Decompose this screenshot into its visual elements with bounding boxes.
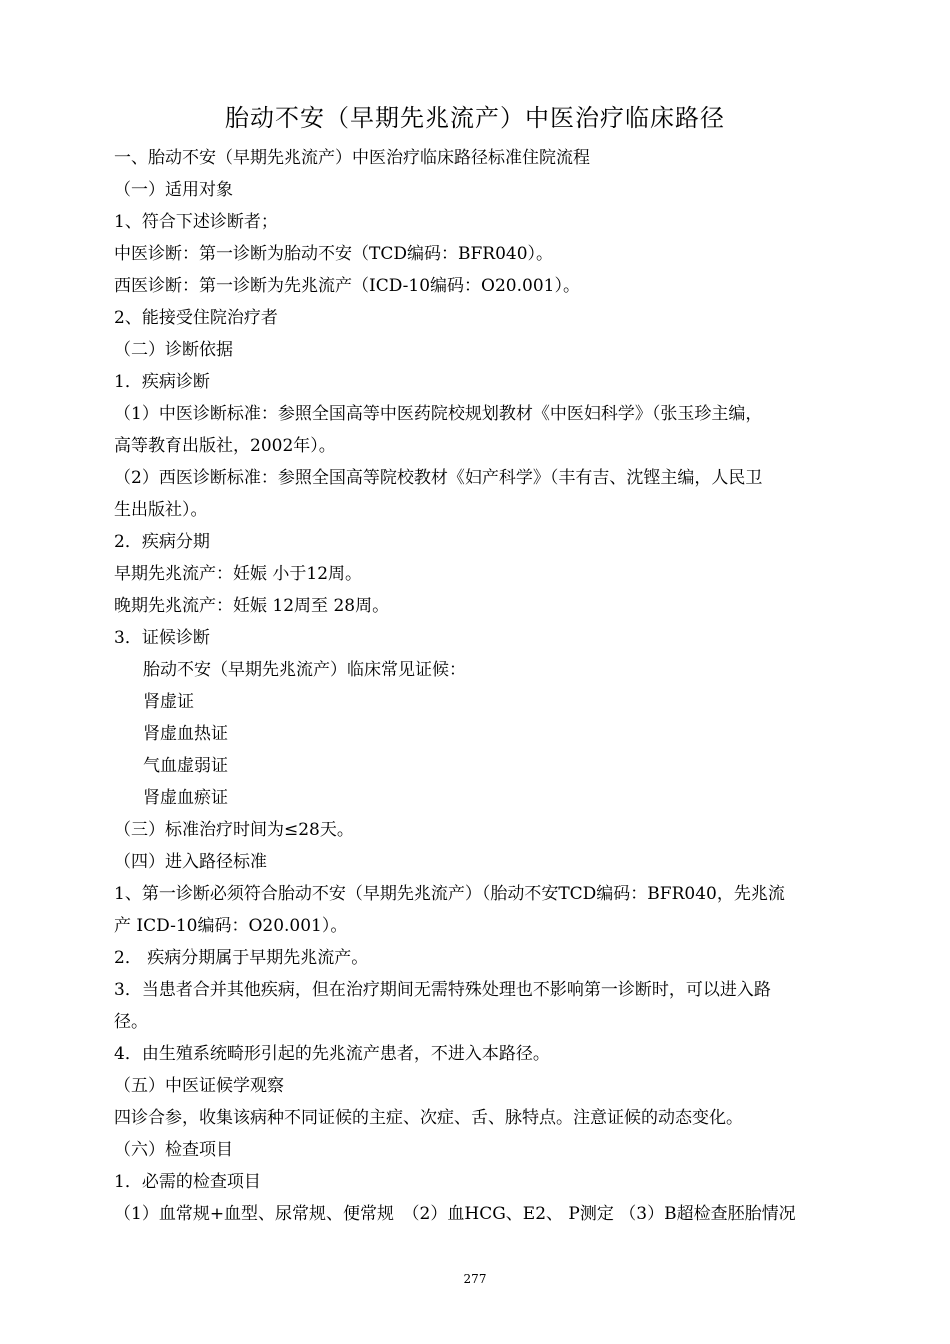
paragraph-line: 高等教育出版社，2002年）。 — [114, 436, 336, 456]
paragraph-line: 径。 — [114, 1012, 148, 1032]
paragraph-line: 2、能接受住院治疗者 — [114, 308, 278, 328]
paragraph-line: 早期先兆流产：妊娠 小于12周。 — [114, 564, 363, 584]
subsection-heading: （一）适用对象 — [114, 180, 233, 200]
paragraph-line: 2．疾病分期 — [114, 532, 210, 552]
paragraph-line: 晚期先兆流产：妊娠 12周至 28周。 — [114, 596, 390, 616]
paragraph-line: （1）中医诊断标准：参照全国高等中医药院校规划教材《中医妇科学》（张玉珍主编， — [114, 404, 763, 424]
paragraph-line: 四诊合参，收集该病种不同证候的主症、次症、舌、脉特点。注意证候的动态变化。 — [114, 1108, 743, 1128]
paragraph-line: 1．疾病诊断 — [114, 372, 210, 392]
syndrome-item: 气血虚弱证 — [143, 756, 228, 776]
syndrome-item: 肾虚血热证 — [143, 724, 228, 744]
paragraph-line: 2． 疾病分期属于早期先兆流产。 — [114, 948, 369, 968]
subsection-heading: （四）进入路径标准 — [114, 852, 267, 872]
paragraph-line: 产 ICD-10编码：O20.001）。 — [114, 916, 348, 936]
paragraph-line: 1．必需的检查项目 — [114, 1172, 261, 1192]
paragraph-line: 生出版社）。 — [114, 500, 208, 520]
paragraph-line: （2）西医诊断标准：参照全国高等院校教材《妇产科学》（丰有吉、沈铿主编，人民卫 — [114, 468, 763, 488]
subsection-heading: （二）诊断依据 — [114, 340, 233, 360]
section-heading: 一、胎动不安（早期先兆流产）中医治疗临床路径标准住院流程 — [114, 148, 590, 168]
document-body — [114, 142, 846, 1230]
subsection-heading: （五）中医证候学观察 — [114, 1076, 284, 1096]
paragraph-line: （1）血常规+血型、尿常规、便常规 （2）血HCG、E2、 P测定 （3）B超检查胚胎情况 — [114, 1204, 796, 1224]
paragraph-line: 3．当患者合并其他疾病，但在治疗期间无需特殊处理也不影响第一诊断时，可以进入路 — [114, 980, 771, 1000]
paragraph-line: 1、第一诊断必须符合胎动不安（早期先兆流产）（胎动不安TCD编码：BFR040，先兆流 — [114, 884, 785, 904]
paragraph-line: 1、符合下述诊断者； — [114, 212, 278, 232]
paragraph-line: 4．由生殖系统畸形引起的先兆流产患者，不进入本路径。 — [114, 1044, 550, 1064]
paragraph-line: 胎动不安（早期先兆流产）临床常见证候： — [143, 660, 466, 680]
syndrome-item: 肾虚证 — [143, 692, 194, 712]
subsection-heading: （三）标准治疗时间为≤28天。 — [114, 820, 354, 840]
document-title: 胎动不安（早期先兆流产）中医治疗临床路径 — [225, 104, 725, 132]
subsection-heading: （六）检查项目 — [114, 1140, 233, 1160]
paragraph-line: 中医诊断：第一诊断为胎动不安（TCD编码：BFR040）。 — [114, 244, 554, 264]
page-number: 277 — [463, 1272, 487, 1286]
syndrome-item: 肾虚血瘀证 — [143, 788, 228, 808]
paragraph-line: 西医诊断：第一诊断为先兆流产（ICD-10编码：O20.001）。 — [114, 276, 580, 296]
paragraph-line: 3．证候诊断 — [114, 628, 210, 648]
